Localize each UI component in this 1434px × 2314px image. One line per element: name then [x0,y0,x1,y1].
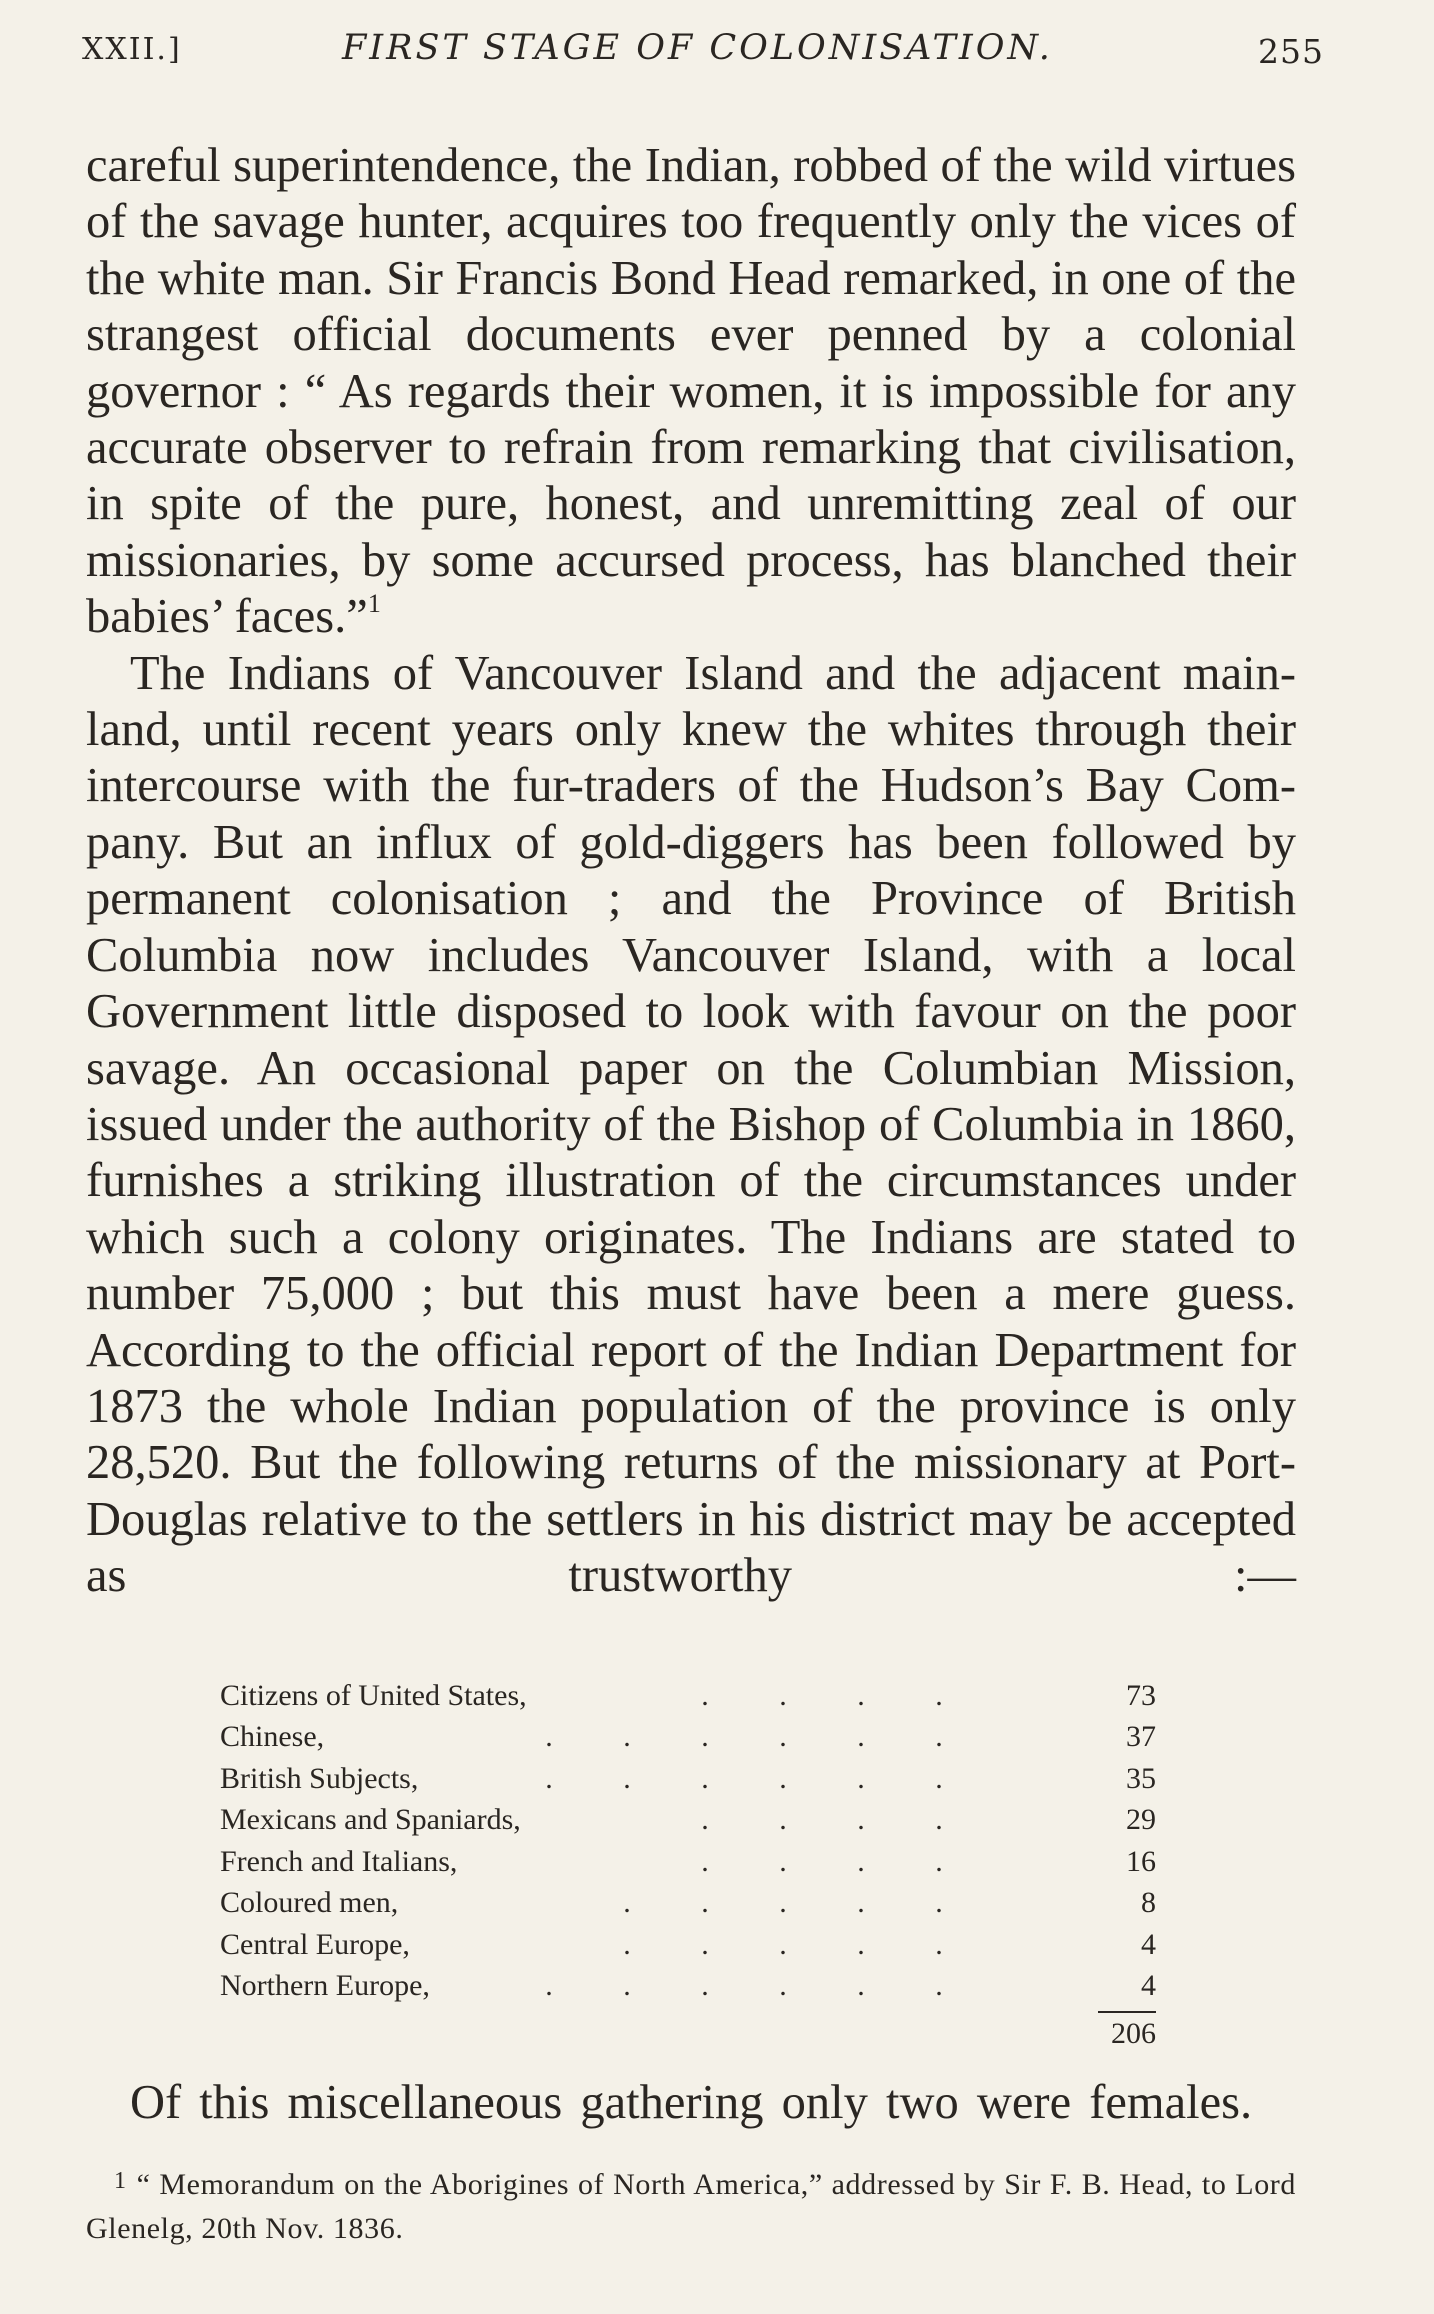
paragraph-1-text: careful superintendence, the Indian, robbed of the wild virtues of the savage hunter, acquires too frequently only the vices of the white man. Sir Francis Bond Head remarked, in one of the strangest official documents ever penned by a colonial governor : “ As regards their women, it is impossible for any accurate observer to refrain from remarking that civilisation, in spite of the pure, honest, and unremitting zeal of our missionaries, by some accursed process, has blanched their babies’ faces.” [86,139,1296,644]
row-label: Northern Europe, [220,1969,430,2003]
footnote [86,2159,1296,2251]
footnote-text: “ Memorandum on the Aborigines of North America,” addressed by Sir F. B. Head, to Lord Glenelg, 20th Nov. 1836. [86,2167,1296,2245]
running-header [82,28,1324,78]
table-row [220,1969,1156,2011]
leader-dots: . . . . . [623,1886,943,1920]
leader-dots: . . . . [701,1844,943,1878]
table-row [220,1679,1156,1721]
paragraph-2: The Indians of Vancouver Island and the adjacent main-land, until recent years only knew the whites through their intercourse with the fur-traders of the Hudson’s Bay Com-pany. But an influx of gold-diggers has been followed by permanent colonisation ; and the Province of British Columbia now includes Vancouver Island, with a local Government little disposed to look with favour on the poor savage. An occasional paper on the Columbian Mission, issued under the authority of the Bishop of Columbia in 1860, furnishes a striking illustration of the circumstances under which such a colony originates. The Indians are stated to number 75,000 ; but this must have been a mere guess. According to the official report of the Indian Department for 1873 the whole Indian population of the province is only 28,520. But the following returns of the missionary at Port-Douglas relative to the settlers in his district may be accepted as trustworthy :— [86,646,1296,1603]
row-value: 16 [1126,1844,1156,1878]
table-row [220,1720,1156,1762]
row-value: 8 [1141,1886,1156,1920]
table-row [220,1845,1156,1887]
chapter-number: XXII.] [82,32,182,67]
row-label: British Subjects, [220,1761,419,1795]
page-number: 255 [1258,32,1324,71]
row-value: 37 [1126,1720,1156,1754]
row-label: Mexicans and Spaniards, [220,1803,521,1837]
row-label: Chinese, [220,1720,325,1754]
row-label: Citizens of United States, [220,1678,527,1712]
leader-dots: . . . . . [623,1927,943,1961]
body-text [86,138,1296,1661]
closing-sentence: Of this miscellaneous gathering only two were females. [130,2075,1253,2129]
settlers-table [220,1679,1156,2057]
total-row [220,2017,1156,2057]
table-row [220,1928,1156,1970]
row-value: 29 [1126,1803,1156,1837]
table-row [220,1762,1156,1804]
row-label: Coloured men, [220,1886,399,1920]
leader-dots: . . . . . . [545,1720,943,1754]
leader-dots: . . . . . . [545,1969,943,2003]
table-row [220,1886,1156,1928]
table-row [220,1803,1156,1845]
running-title: FIRST STAGE OF COLONISATION. [342,28,1053,68]
row-label: Central Europe, [220,1927,410,1961]
total-value: 206 [1111,2016,1156,2050]
row-value: 4 [1141,1927,1156,1961]
footnote-reference: 1 [367,589,381,619]
book-page [82,28,1324,2251]
footnote-mark: 1 [114,2167,127,2194]
leader-dots: . . . . [701,1803,943,1837]
leader-dots: . . . . . . [545,1761,943,1795]
paragraph-1 [86,138,1296,646]
row-value: 4 [1141,1969,1156,2003]
row-value: 73 [1126,1678,1156,1712]
leader-dots: . . . . [701,1678,943,1712]
row-value: 35 [1126,1761,1156,1795]
row-label: French and Italians, [220,1844,458,1878]
